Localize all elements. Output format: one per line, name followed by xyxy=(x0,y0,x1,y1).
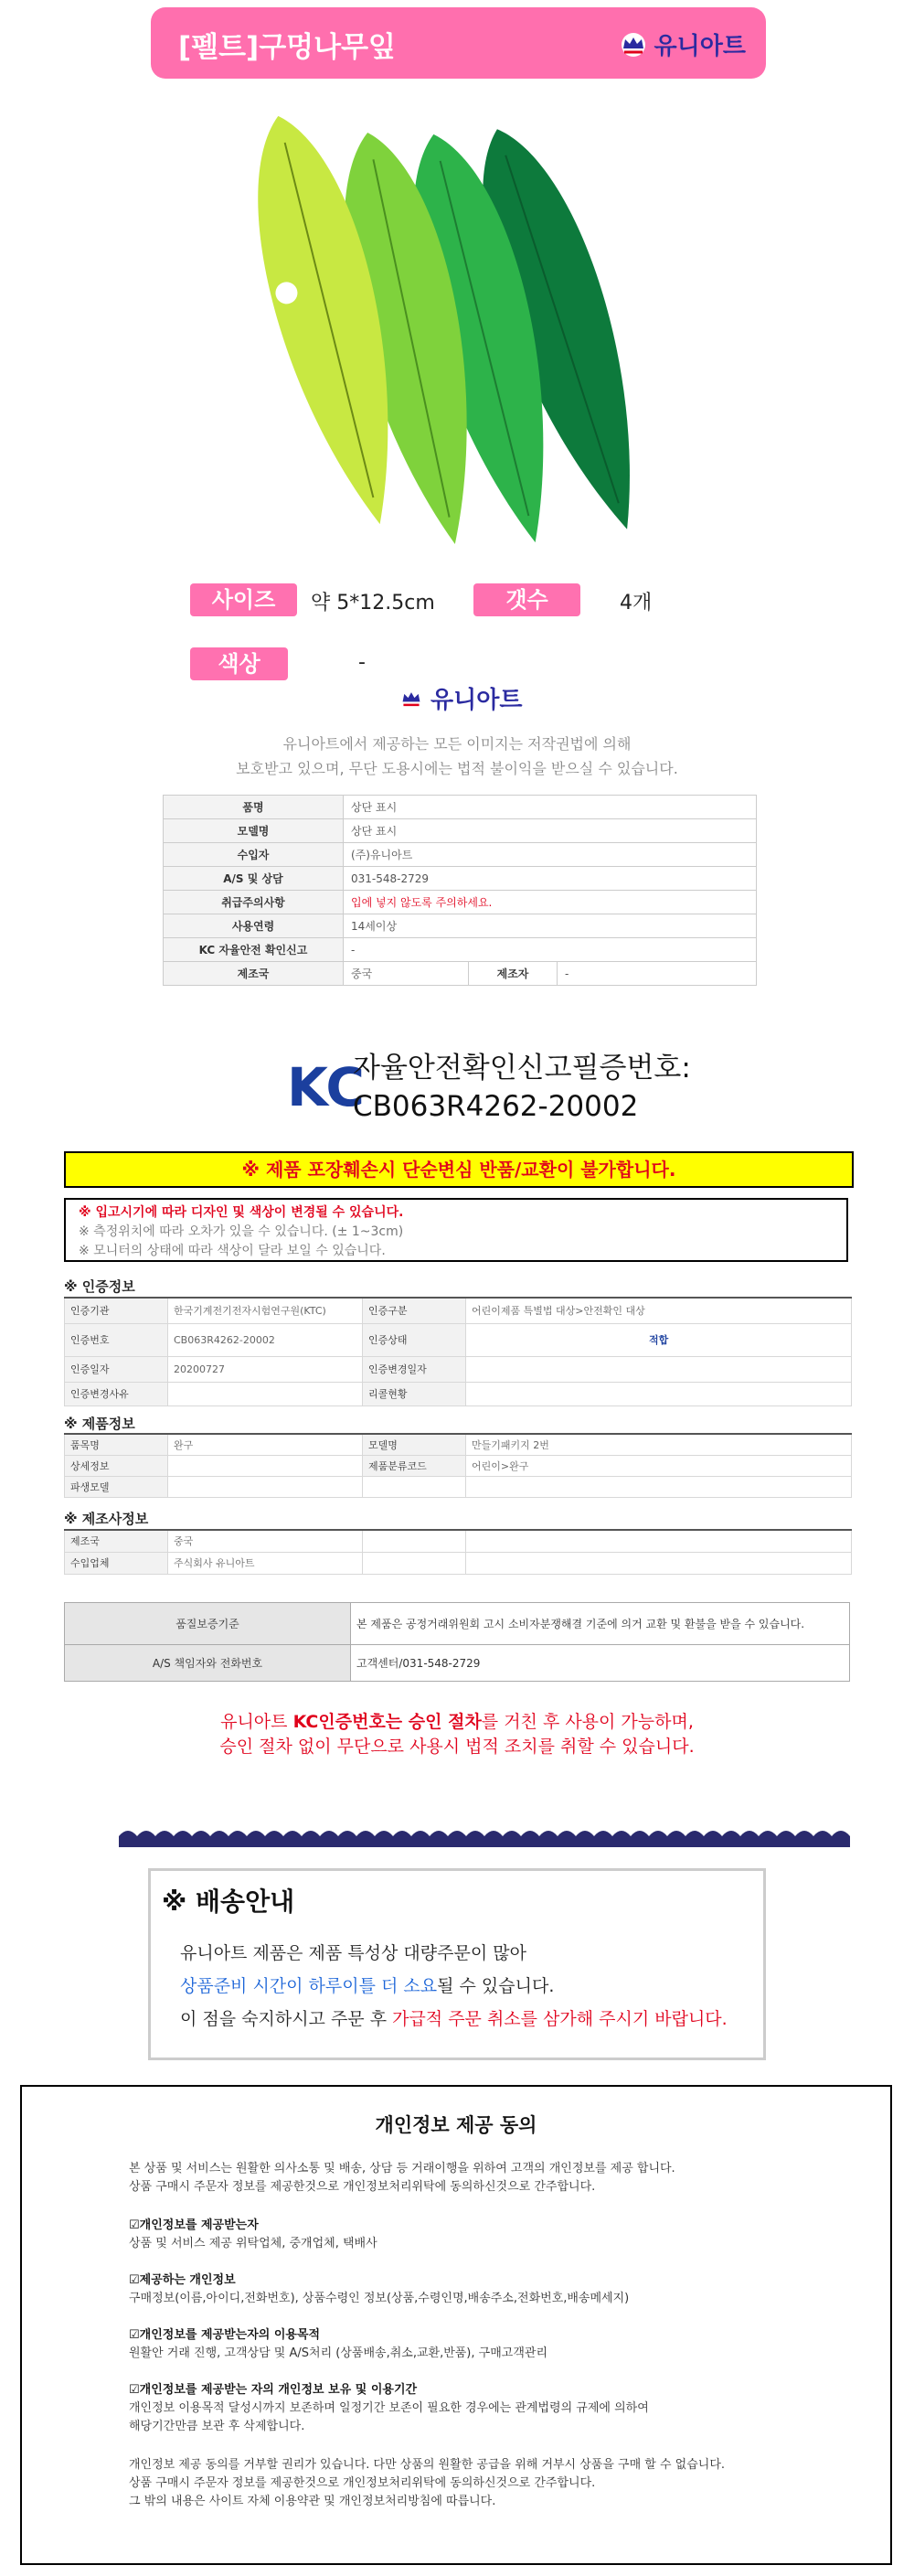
kc-certification xyxy=(285,1049,691,1126)
row-label: A/S 책임자와 전화번호 xyxy=(65,1645,351,1682)
crown-icon xyxy=(398,688,425,710)
privacy-body xyxy=(129,2160,851,2511)
warning-text: 유니아트 xyxy=(220,1712,293,1732)
table-row xyxy=(164,819,757,843)
cell-label: 인증기관 xyxy=(65,1298,168,1323)
row-label: 품질보증기준 xyxy=(65,1603,351,1645)
cell-label: 리콜현황 xyxy=(363,1382,466,1406)
privacy-section xyxy=(129,2381,851,2436)
cell-value xyxy=(466,1356,852,1382)
notice-line: ※ 모니터의 상태에 따라 색상이 달라 보일 수 있습니다. xyxy=(79,1244,386,1258)
row-value: 중국 xyxy=(344,962,469,986)
table-row xyxy=(65,1382,852,1406)
cell-value: 완구 xyxy=(168,1434,363,1456)
warning-text: 승인 절차 없이 무단으로 사용시 법적 조치를 취할 수 있습니다. xyxy=(219,1737,695,1757)
table-row xyxy=(164,796,757,819)
shipping-title: ※ 배송안내 xyxy=(162,1887,295,1917)
cell-value: 어린이제품 특별법 대상>안전확인 대상 xyxy=(466,1298,852,1323)
shipping-notice xyxy=(148,1868,766,2060)
cell-value: 만들기패키지 2번 xyxy=(466,1434,852,1456)
cell-value: 중국 xyxy=(168,1530,363,1552)
privacy-title: 개인정보 제공 동의 xyxy=(375,2114,537,2136)
product-title: [펠트]구멍나무잎 xyxy=(178,31,396,64)
privacy-line: 상품 및 서비스 제공 위탁업체, 중개업체, 택배사 xyxy=(129,2237,377,2250)
kc-warning-line1 xyxy=(91,1710,823,1735)
table-row xyxy=(164,938,757,962)
row-value: 031-548-2729 xyxy=(344,867,757,891)
privacy-intro xyxy=(129,2160,851,2197)
privacy-consent xyxy=(20,2085,892,2565)
brand-logo xyxy=(618,27,746,61)
cert-section-title: ※ 인증정보 xyxy=(64,1278,135,1295)
table-row xyxy=(65,1356,852,1382)
table-row xyxy=(164,962,757,986)
table-row xyxy=(164,891,757,914)
table-row xyxy=(65,1530,852,1552)
table-row xyxy=(65,1456,852,1477)
cell-value xyxy=(168,1477,363,1498)
color-label: 색상 xyxy=(190,647,288,680)
size-label: 사이즈 xyxy=(190,583,297,616)
privacy-line: 본 상품 및 서비스는 원활한 의사소통 및 배송, 상담 등 거래이행을 위하여 고객의 개인정보를 제공 합니다. xyxy=(129,2162,675,2175)
maker-table xyxy=(64,1529,852,1575)
kc-line: 자율안전확인신고필증번호: xyxy=(353,1052,691,1085)
brand-name: 유니아트 xyxy=(430,687,523,714)
shipping-body xyxy=(180,1937,728,2036)
status-value: 적합 xyxy=(466,1323,852,1356)
cell-label: 품목명 xyxy=(65,1434,168,1456)
product-table xyxy=(64,1433,852,1498)
privacy-line: 해당기간만큼 보관 후 삭제합니다. xyxy=(129,2420,305,2433)
cell-label: 인증상태 xyxy=(363,1323,466,1356)
color-value: - xyxy=(358,651,366,674)
table-row xyxy=(164,914,757,938)
kc-mark-icon xyxy=(285,1054,365,1120)
privacy-section xyxy=(129,2326,851,2363)
privacy-line: 상품 구매시 주문자 정보를 제공한것으로 개인정보처리위탁에 동의하신것으로 간주합니다. xyxy=(129,2180,596,2194)
crown-icon xyxy=(618,32,649,58)
privacy-section-title: ☑제공하는 개인정보 xyxy=(129,2273,236,2287)
cert-table xyxy=(64,1297,852,1406)
table-row xyxy=(65,1645,850,1682)
shipping-text: 될 수 있습니다. xyxy=(437,1976,555,1996)
shipping-text: 이 점을 숙지하시고 주문 후 xyxy=(180,2009,393,2029)
row-value: (주)유니아트 xyxy=(344,843,757,867)
cell-value: 한국기계전기전자시험연구원(KTC) xyxy=(168,1298,363,1323)
shipping-line xyxy=(180,1970,728,2003)
maker-section-title: ※ 제조사정보 xyxy=(64,1511,149,1527)
row-value: 본 제품은 공정거래위원회 고시 소비자분쟁해결 기준에 의거 교환 및 환불을 받을 수 있습니다. xyxy=(351,1603,850,1645)
table-row xyxy=(65,1323,852,1356)
cell-value: 어린이>완구 xyxy=(466,1456,852,1477)
brand-name: 유니아트 xyxy=(654,33,746,60)
privacy-line: 그 밖의 내용은 사이트 자체 이용약관 및 개인정보처리방침에 따릅니다. xyxy=(129,2495,496,2508)
product-image-leaves xyxy=(238,110,676,549)
cell-label: 수입업체 xyxy=(65,1552,168,1574)
privacy-section-title: ☑개인정보를 제공받는자의 이용목적 xyxy=(129,2328,321,2342)
row-label: A/S 및 상담 xyxy=(164,867,344,891)
table-row xyxy=(164,843,757,867)
notice-line: ※ 입고시기에 따라 디자인 및 색상이 변경될 수 있습니다. xyxy=(79,1205,404,1220)
row-label: 취급주의사항 xyxy=(164,891,344,914)
table-row xyxy=(65,1477,852,1498)
privacy-closing xyxy=(129,2456,851,2511)
shipping-line: 유니아트 제품은 제품 특성상 대량주문이 많아 xyxy=(180,1943,526,1963)
cell-value: 20200727 xyxy=(168,1356,363,1382)
row-label: KC 자율안전 확인신고 xyxy=(164,938,344,962)
privacy-line: 개인정보 제공 동의를 거부할 권리가 있습니다. 다만 상품의 원활한 공급을 위해 거부시 상품을 구매 할 수 없습니다. xyxy=(129,2458,726,2472)
cell-label: 제조국 xyxy=(65,1530,168,1552)
kc-logo-text: KC xyxy=(287,1056,365,1118)
product-notice-box xyxy=(64,1198,848,1262)
wave-divider xyxy=(119,1825,850,1847)
row-label: 제조자 xyxy=(469,962,558,986)
cell-value xyxy=(466,1382,852,1406)
row-label: 품명 xyxy=(164,796,344,819)
row-label: 사용연령 xyxy=(164,914,344,938)
row-value: 상단 표시 xyxy=(344,796,757,819)
size-value: 약 5*12.5cm xyxy=(311,592,435,615)
cell-value xyxy=(168,1382,363,1406)
warning-text: KC인증번호는 승인 절차 xyxy=(292,1712,482,1732)
warranty-table xyxy=(64,1602,850,1682)
privacy-section xyxy=(129,2271,851,2308)
cell-label: 상세정보 xyxy=(65,1456,168,1477)
row-label: 제조국 xyxy=(164,962,344,986)
cell-label: 인증번호 xyxy=(65,1323,168,1356)
highlight-text: 가급적 주문 취소를 삼가해 주시기 바랍니다. xyxy=(392,2009,728,2029)
return-policy-banner: ※ 제품 포장훼손시 단순변심 반품/교환이 불가합니다. xyxy=(64,1151,854,1188)
kc-number: CB063R4262-20002 xyxy=(353,1090,639,1123)
row-label: 모델명 xyxy=(164,819,344,843)
kc-usage-warning xyxy=(91,1710,823,1759)
count-value: 4개 xyxy=(620,592,653,615)
cell-label: 인증변경일자 xyxy=(363,1356,466,1382)
title-bar xyxy=(151,7,766,79)
cell-label: 제품분류코드 xyxy=(363,1456,466,1477)
privacy-line: 상품 구매시 주문자 정보를 제공한것으로 개인정보처리위탁에 동의하신것으로 간주합니다. xyxy=(129,2476,596,2490)
shipping-line xyxy=(180,2003,728,2036)
table-row xyxy=(65,1603,850,1645)
count-label: 갯수 xyxy=(473,583,580,616)
copyright-line: 보호받고 있으며, 무단 도용시에는 법적 불이익을 받으실 수 있습니다. xyxy=(236,760,678,777)
row-value: 상단 표시 xyxy=(344,819,757,843)
privacy-line: 구매정보(이름,아이디,전화번호), 상품수령인 정보(상품,수령인명,배송주소,전화번호,배송메세지) xyxy=(129,2292,630,2305)
notice-line: ※ 측정위치에 따라 오차가 있을 수 있습니다. (± 1~3cm) xyxy=(79,1224,404,1239)
copyright-notice xyxy=(183,732,731,781)
table-row xyxy=(65,1434,852,1456)
privacy-section-title: ☑개인정보를 제공받는자 xyxy=(129,2218,259,2232)
table-row xyxy=(65,1298,852,1323)
cell-label: 인증변경사유 xyxy=(65,1382,168,1406)
row-label: 수입자 xyxy=(164,843,344,867)
brand-logo-small xyxy=(398,681,522,715)
privacy-section-title: ☑개인정보를 제공받는 자의 개인정보 보유 및 이용기간 xyxy=(129,2383,418,2397)
cell-label: 인증일자 xyxy=(65,1356,168,1382)
highlight-text: 상품준비 시간이 하루이틀 더 소요 xyxy=(180,1976,438,1996)
cell-value: 주식회사 유니아트 xyxy=(168,1552,363,1574)
copyright-line: 유니아트에서 제공하는 모든 이미지는 저작권법에 의해 xyxy=(282,735,632,753)
row-value: 14세이상 xyxy=(344,914,757,938)
row-value: - xyxy=(344,938,757,962)
cell-label: 인증구분 xyxy=(363,1298,466,1323)
privacy-line: 원활안 거래 진행, 고객상담 및 A/S처리 (상품배송,취소,교환,반품), 구매고객관리 xyxy=(129,2346,547,2360)
basic-info-table xyxy=(163,795,757,986)
cell-label: 모델명 xyxy=(363,1434,466,1456)
cell-value: CB063R4262-20002 xyxy=(168,1323,363,1356)
table-row xyxy=(164,867,757,891)
table-row xyxy=(65,1552,852,1574)
privacy-line: 개인정보 이용목적 달성시까지 보존하며 일정기간 보존이 필요한 경우에는 관계법령의 규제에 의하여 xyxy=(129,2401,649,2415)
product-section-title: ※ 제품정보 xyxy=(64,1416,135,1432)
cell-value xyxy=(168,1456,363,1477)
privacy-section xyxy=(129,2217,851,2253)
row-value: 고객센터/031-548-2729 xyxy=(351,1645,850,1682)
cell-label: 파생모델 xyxy=(65,1477,168,1498)
kc-number-text xyxy=(353,1049,691,1126)
warning-text: 를 거친 후 사용이 가능하며, xyxy=(481,1712,694,1732)
row-value: 입에 넣지 않도록 주의하세요. xyxy=(344,891,757,914)
row-value: - xyxy=(558,962,757,986)
